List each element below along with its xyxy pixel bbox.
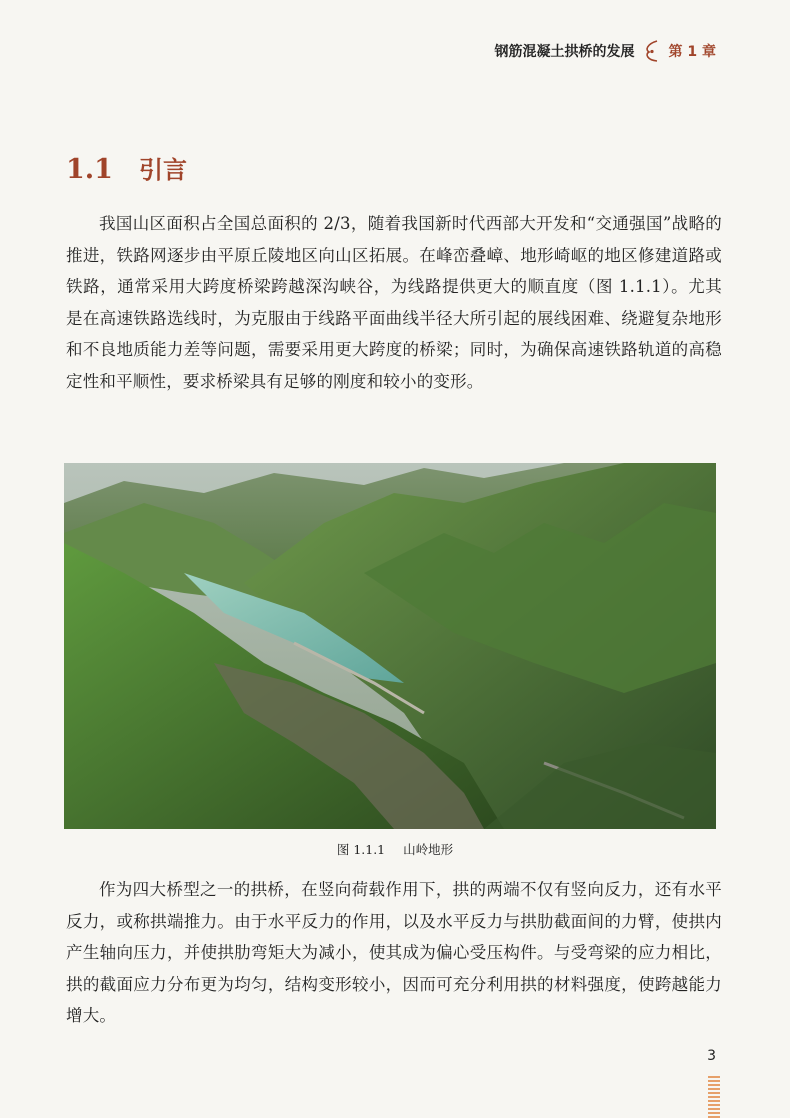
figure-number: 图 1.1.1 (336, 842, 386, 857)
paragraph: 我国山区面积占全国总面积的 2/3，随着我国新时代西部大开发和“交通强国”战略的推进，铁路网逐步由平原丘陵地区向山区拓展。在峰峦叠嶂、地形崎岖的地区修建道路或铁路，通常采用大跨度桥梁跨越深沟峡谷，为线路提供更大的顺直度（图 1.1.1）。尤其是在高速铁路选线时，为克服由于线路平面曲线半径大所引起的展线困难、绕避复杂地形和不良地质能力差等问题，需要采用更大跨度的桥梁；同时，为确保高速铁路轨道的高稳定性和平顺性，要求桥梁具有足够的刚度和较小的变形。 (66, 214, 722, 391)
swirl-icon (641, 38, 663, 64)
figure-caption-text: 山岭地形 (403, 842, 454, 857)
section-heading (66, 150, 187, 185)
chapter-label: 第 1 章 (668, 44, 716, 60)
page-number: 3 (707, 1048, 716, 1064)
paragraph: 作为四大桥型之一的拱桥，在竖向荷载作用下，拱的两端不仅有竖向反力，还有水平反力，或称拱端推力。由于水平反力的作用，以及水平反力与拱肋截面间的力臂，使拱内产生轴向压力，并使拱肋弯矩大为减小，使其成为偏心受压构件。与受弯梁的应力相比，拱的截面应力分布更为均匀，结构变形较小，因而可充分利用拱的材料强度，使跨越能力增大。 (66, 880, 722, 1025)
figure-photo (64, 463, 716, 829)
mountain-valley-image (64, 463, 716, 829)
page-edge-marker (708, 1076, 720, 1118)
section-number: 1.1 (66, 154, 113, 185)
figure-caption (0, 840, 790, 858)
section-title: 引言 (138, 155, 187, 184)
running-header (495, 38, 717, 64)
book-title: 钢筋混凝土拱桥的发展 (494, 44, 635, 60)
